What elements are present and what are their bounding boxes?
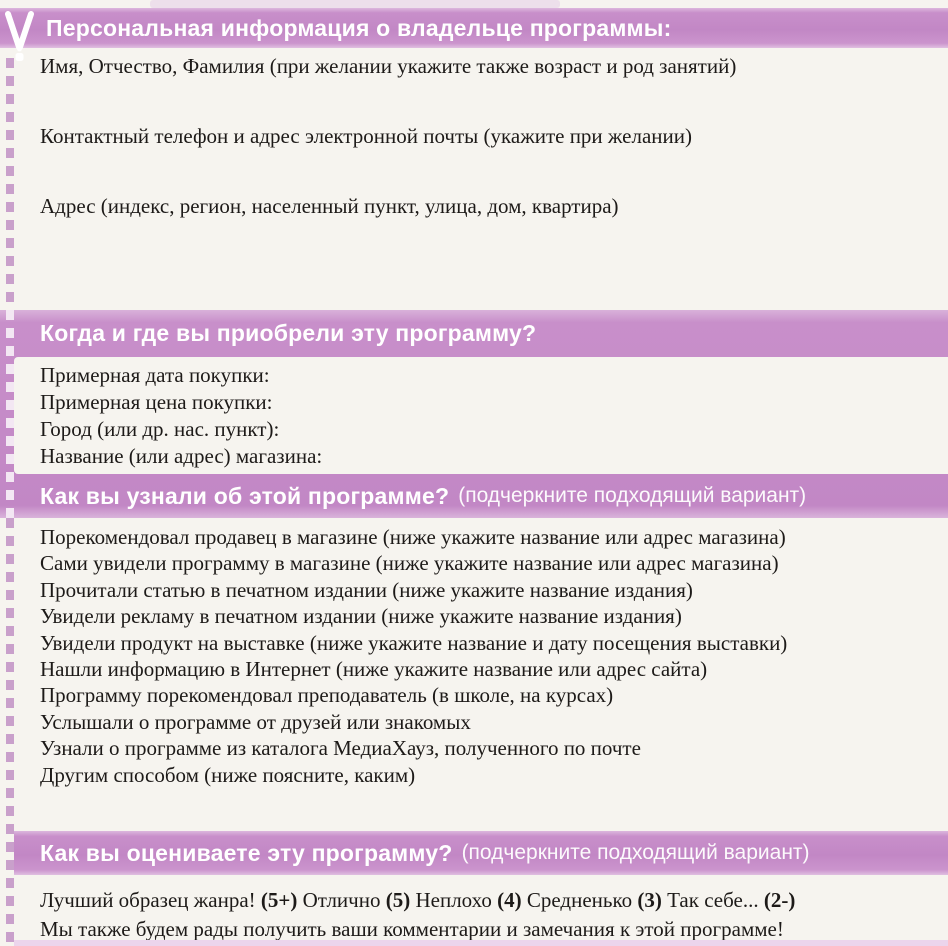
section-title: Как вы узнали об этой программе? [40,482,450,509]
scissors-icon [2,11,38,63]
discovery-options-list [40,524,936,788]
cut-line-dashes [6,310,14,518]
scan-smudge [150,0,560,8]
field-label-name: Имя, Отчество, Фамилия (при желании укажите также возраст и род занятий) [40,54,737,78]
section-header-rating [14,831,948,875]
rating-segment: Средненько [521,888,638,912]
rating-segment: Так себе... [661,888,764,912]
rating-segment: Отлично [297,888,386,912]
field-label: Примерная дата покупки: [40,363,270,387]
rating-segment: Лучший образец жанра! [40,888,261,912]
section-header-personal-info [0,8,948,48]
field-label: Город (или др. нас. пункт): [40,417,280,441]
bottom-band-edge [14,940,948,946]
section-header-purchase [0,310,948,357]
field-label-contact: Контактный телефон и адрес электронной почты (укажите при желании) [40,124,692,148]
option-item: Прочитали статью в печатном издании (ниже укажите название издания) [40,577,693,602]
option-item: Нашли информацию в Интернет (ниже укажите название или адрес сайта) [40,657,708,682]
cut-line-dashes [6,58,14,310]
rating-segment: (2-) [763,888,796,912]
purchase-fields-list [40,362,936,470]
rating-block [40,886,936,943]
option-item: Порекомендовал продавец в магазине (ниже укажите название или адрес магазина) [40,525,786,549]
rating-segment: (3) [637,888,662,912]
rating-scale-line [40,886,936,915]
rating-segment: Неплохо [410,888,498,912]
option-item: Программу порекомендовал преподаватель (в школе, на курсах) [40,683,614,708]
rating-segment: (5) [385,888,411,912]
option-item: Другим способом (ниже поясните, каким) [40,762,416,787]
cut-line-dashes [6,518,14,946]
field-label: Примерная цена покупки: [40,390,273,414]
section-subtitle: (подчеркните подходящий вариант) [461,841,810,864]
option-item: Увидели рекламу в печатном издании (ниже укажите название издания) [40,604,682,629]
option-item: Увидели продукт на выставке (ниже укажите название и дату посещения выставки) [40,630,788,655]
rating-footer-line: Мы также будем рады получить ваши комментарии и замечания к этой программе! [40,916,784,941]
option-item: Сами увидели программу в магазине (ниже укажите название или адрес магазина) [40,551,779,576]
section-header-discovery [0,474,948,518]
section-title: Как вы оцениваете эту программу? [40,839,453,866]
section-subtitle: (подчеркните подходящий вариант) [458,484,807,507]
option-item: Услышали о программе от друзей или знакомых [40,709,471,734]
rating-segment: (4) [497,888,522,912]
field-label: Название (или адрес) магазина: [40,444,323,468]
option-item: Узнали о программе из каталога МедиаХауз, полученного по почте [40,736,641,761]
section-title: Когда и где вы приобрели эту программу? [40,320,537,346]
field-label-address: Адрес (индекс, регион, населенный пункт, улица, дом, квартира) [40,194,619,218]
section-title: Персональная информация о владельце программы: [46,14,672,41]
rating-segment: (5+) [260,888,298,912]
